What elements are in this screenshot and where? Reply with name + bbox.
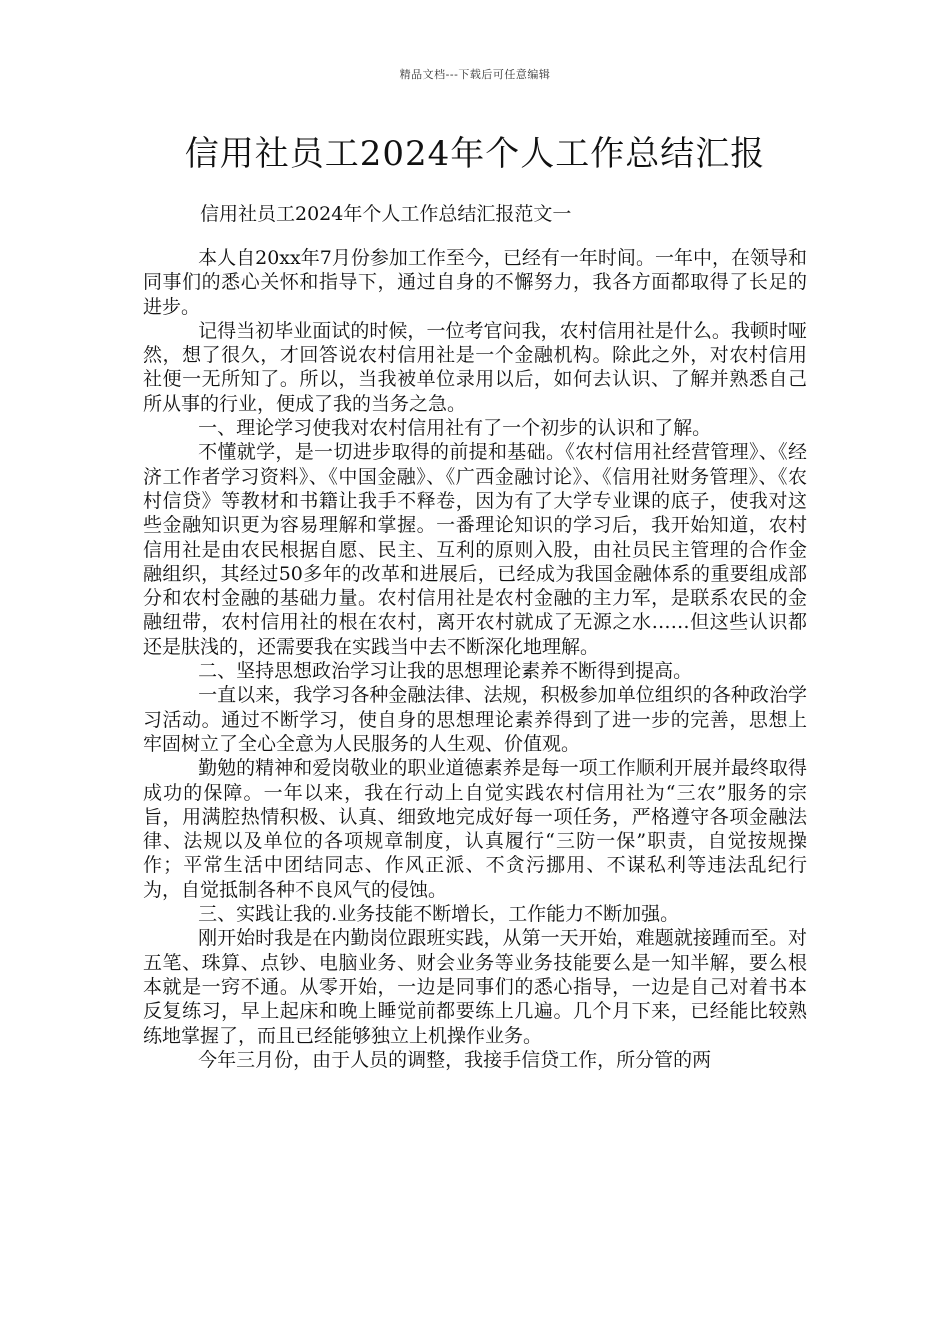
paragraph: 一直以来，我学习各种金融法律、法规，积极参加单位组织的各种政治学习活动。通过不断学习，使自身的思想理论素养得到了进一步的完善，思想上牢固树立了全心全意为人民服务的人生观、价值观。 <box>143 684 807 755</box>
paragraph: 今年三月份，由于人员的调整，我接手信贷工作，所分管的两 <box>198 1048 712 1071</box>
document-title: 信用社员工2024年个人工作总结汇报 <box>184 134 766 174</box>
document-subtitle: 信用社员工2024年个人工作总结汇报范文一 <box>200 203 572 225</box>
paragraph: 记得当初毕业面试的时候，一位考官问我，农村信用社是什么。我顿时哑然，想了很久，才回答说农村信用社是一个金融机构。除此之外，对农村信用社便一无所知了。所以，当我被单位录用以后，如何去认识、了解并熟悉自己所从事的行业，便成了我的当务之急。 <box>143 319 807 415</box>
paragraph: 刚开始时我是在内勤岗位跟班实践，从第一天开始，难题就接踵而至。对五笔、珠算、点钞、电脑业务、财会业务等业务技能要么是一知半解，要么根本就是一窍不通。从零开始，一边是同事们的悉心指导，一边是自己对着书本反复练习，早上起床和晚上睡觉前都要练上几遍。几个月下来，已经能比较熟练地掌握了，而且已经能够独立上机操作业务。 <box>143 927 807 1047</box>
header-note: 精品文档---下载后可任意编辑 <box>399 68 551 81</box>
document-body <box>143 246 807 1072</box>
paragraph: 不懂就学，是一切进步取得的前提和基础。《农村信用社经营管理》、《经济工作者学习资料》、《中国金融》、《广西金融讨论》、《信用社财务管理》、《农村信贷》等教材和书籍让我手不释卷，因为有了大学专业课的底子，使我对这些金融知识更为容易理解和掌握。一番理论知识的学习后，我开始知道，农村信用社是由农民根据自愿、民主、互利的原则入股，由社员民主管理的合作金融组织，其经过50多年的改革和进展后，已经成为我国金融体系的重要组成部分和农村金融的基础力量。农村信用社是农村金融的主力军，是联系农民的金融纽带，农村信用社的根在农村，离开农村就成了无源之水……但这些认识都还是肤浅的，还需要我在实践当中去不断深化地理解。 <box>143 441 807 658</box>
paragraph: 本人自20xx年7月份参加工作至今，已经有一年时间。一年中，在领导和同事们的悉心关怀和指导下，通过自身的不懈努力，我各方面都取得了长足的进步。 <box>143 247 807 318</box>
paragraph: 勤勉的精神和爱岗敬业的职业道德素养是每一项工作顺利开展并最终取得成功的保障。一年以来，我在行动上自觉实践农村信用社为“三农”服务的宗旨，用满腔热情积极、认真、细致地完成好每一项任务，严格遵守各项金融法律、法规以及单位的各项规章制度，认真履行“三防一保”职责，自觉按规操作；平常生活中团结同志、作风正派、不贪污挪用、不谋私利等违法乱纪行为，自觉抵制各种不良风气的侵蚀。 <box>143 757 807 901</box>
section-heading: 二、坚持思想政治学习让我的思想理论素养不断得到提高。 <box>198 660 693 683</box>
section-heading: 一、理论学习使我对农村信用社有了一个初步的认识和了解。 <box>198 417 712 440</box>
section-heading: 三、实践让我的.业务技能不断增长，工作能力不断加强。 <box>198 903 680 926</box>
